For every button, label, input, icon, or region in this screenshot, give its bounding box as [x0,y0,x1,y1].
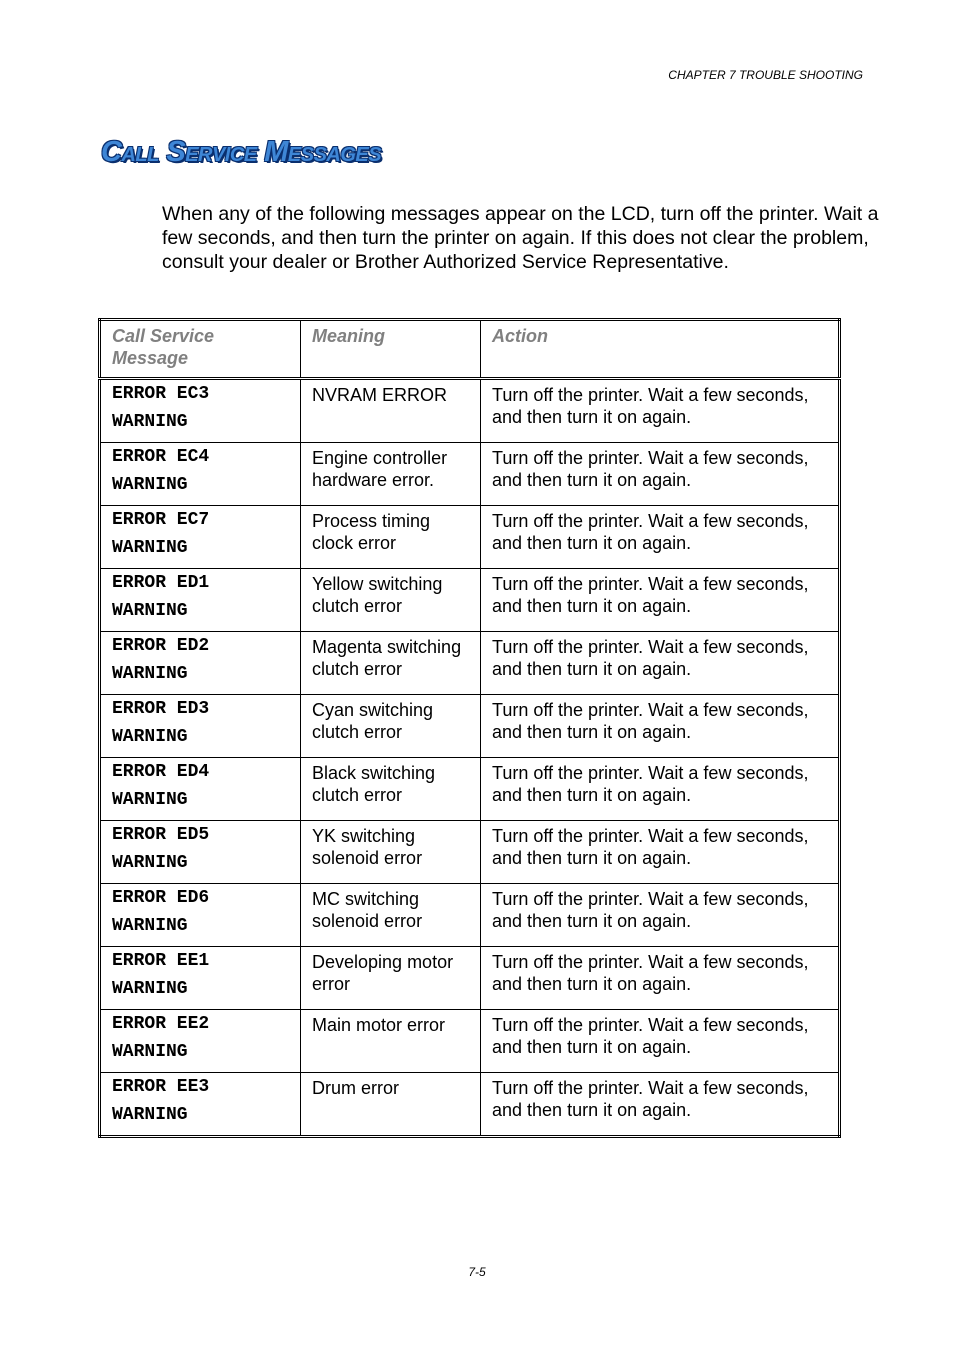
meaning-cell: YK switching solenoid error [301,821,481,884]
message-cell [100,632,301,695]
action-cell: Turn off the printer. Wait a few seconds, and then turn it on again. [481,695,840,758]
error-code: ERROR ED1 [112,573,210,593]
warning-label: WARNING [112,538,188,558]
message-cell [100,443,301,506]
error-code: ERROR EE2 [112,1014,210,1034]
message-cell [100,379,301,443]
message-cell [100,1010,301,1073]
action-cell: Turn off the printer. Wait a few seconds, and then turn it on again. [481,632,840,695]
table-row [100,506,840,569]
action-cell: Turn off the printer. Wait a few seconds, and then turn it on again. [481,758,840,821]
meaning-cell: Drum error [301,1073,481,1137]
error-code: ERROR EC3 [112,384,210,404]
table-row [100,1073,840,1137]
table-body [100,379,840,1137]
meaning-cell: Black switching clutch error [301,758,481,821]
meaning-cell: Developing motor error [301,947,481,1010]
table-row [100,569,840,632]
action-cell: Turn off the printer. Wait a few seconds, and then turn it on again. [481,821,840,884]
meaning-cell: Yellow switching clutch error [301,569,481,632]
message-cell [100,506,301,569]
meaning-cell: Magenta switching clutch error [301,632,481,695]
action-cell: Turn off the printer. Wait a few seconds, and then turn it on again. [481,506,840,569]
error-code: ERROR ED2 [112,636,210,656]
warning-label: WARNING [112,727,188,747]
warning-label: WARNING [112,664,188,684]
column-header-message: Call Service Message [100,320,301,379]
page-number: 7-5 [468,1265,486,1279]
error-code: ERROR EE3 [112,1077,210,1097]
table-row [100,758,840,821]
action-cell: Turn off the printer. Wait a few seconds, and then turn it on again. [481,443,840,506]
messages-table [98,318,841,1138]
table-row [100,695,840,758]
column-header-action: Action [481,320,840,379]
action-cell: Turn off the printer. Wait a few seconds, and then turn it on again. [481,1073,840,1137]
warning-label: WARNING [112,412,188,432]
warning-label: WARNING [112,853,188,873]
warning-label: WARNING [112,1105,188,1125]
table-header-row [100,320,840,379]
error-code: ERROR ED3 [112,699,210,719]
message-cell [100,758,301,821]
message-cell [100,1073,301,1137]
warning-label: WARNING [112,475,188,495]
warning-label: WARNING [112,790,188,810]
table-row [100,632,840,695]
table-row [100,947,840,1010]
page-title: Call Service Messages [101,136,382,168]
meaning-cell: MC switching solenoid error [301,884,481,947]
table-row [100,821,840,884]
error-code: ERROR ED6 [112,888,210,908]
meaning-cell: NVRAM ERROR [301,379,481,443]
table-row [100,884,840,947]
action-cell: Turn off the printer. Wait a few seconds, and then turn it on again. [481,884,840,947]
meaning-cell: Cyan switching clutch error [301,695,481,758]
error-code: ERROR EE1 [112,951,210,971]
message-cell [100,695,301,758]
warning-label: WARNING [112,979,188,999]
meaning-cell: Main motor error [301,1010,481,1073]
table-row [100,443,840,506]
meaning-cell: Process timing clock error [301,506,481,569]
column-header-meaning: Meaning [301,320,481,379]
action-cell: Turn off the printer. Wait a few seconds, and then turn it on again. [481,1010,840,1073]
error-code: ERROR ED5 [112,825,210,845]
message-cell [100,821,301,884]
messages-table-container [98,318,838,1138]
action-cell: Turn off the printer. Wait a few seconds, and then turn it on again. [481,947,840,1010]
error-code: ERROR EC4 [112,447,210,467]
message-cell [100,569,301,632]
warning-label: WARNING [112,916,188,936]
warning-label: WARNING [112,1042,188,1062]
intro-paragraph: When any of the following messages appear on the LCD, turn off the printer. Wait a few seconds, and then turn the printer on again. If this does not clear the problem, consult your dealer or Brother Authorized Service Representative. [162,203,879,273]
warning-label: WARNING [112,601,188,621]
action-cell: Turn off the printer. Wait a few seconds, and then turn it on again. [481,569,840,632]
table-row [100,1010,840,1073]
message-cell [100,884,301,947]
action-cell: Turn off the printer. Wait a few seconds, and then turn it on again. [481,379,840,443]
table-row [100,379,840,443]
error-code: ERROR EC7 [112,510,210,530]
error-code: ERROR ED4 [112,762,210,782]
running-header: CHAPTER 7 TROUBLE SHOOTING [668,68,863,82]
meaning-cell: Engine controller hardware error. [301,443,481,506]
message-cell [100,947,301,1010]
